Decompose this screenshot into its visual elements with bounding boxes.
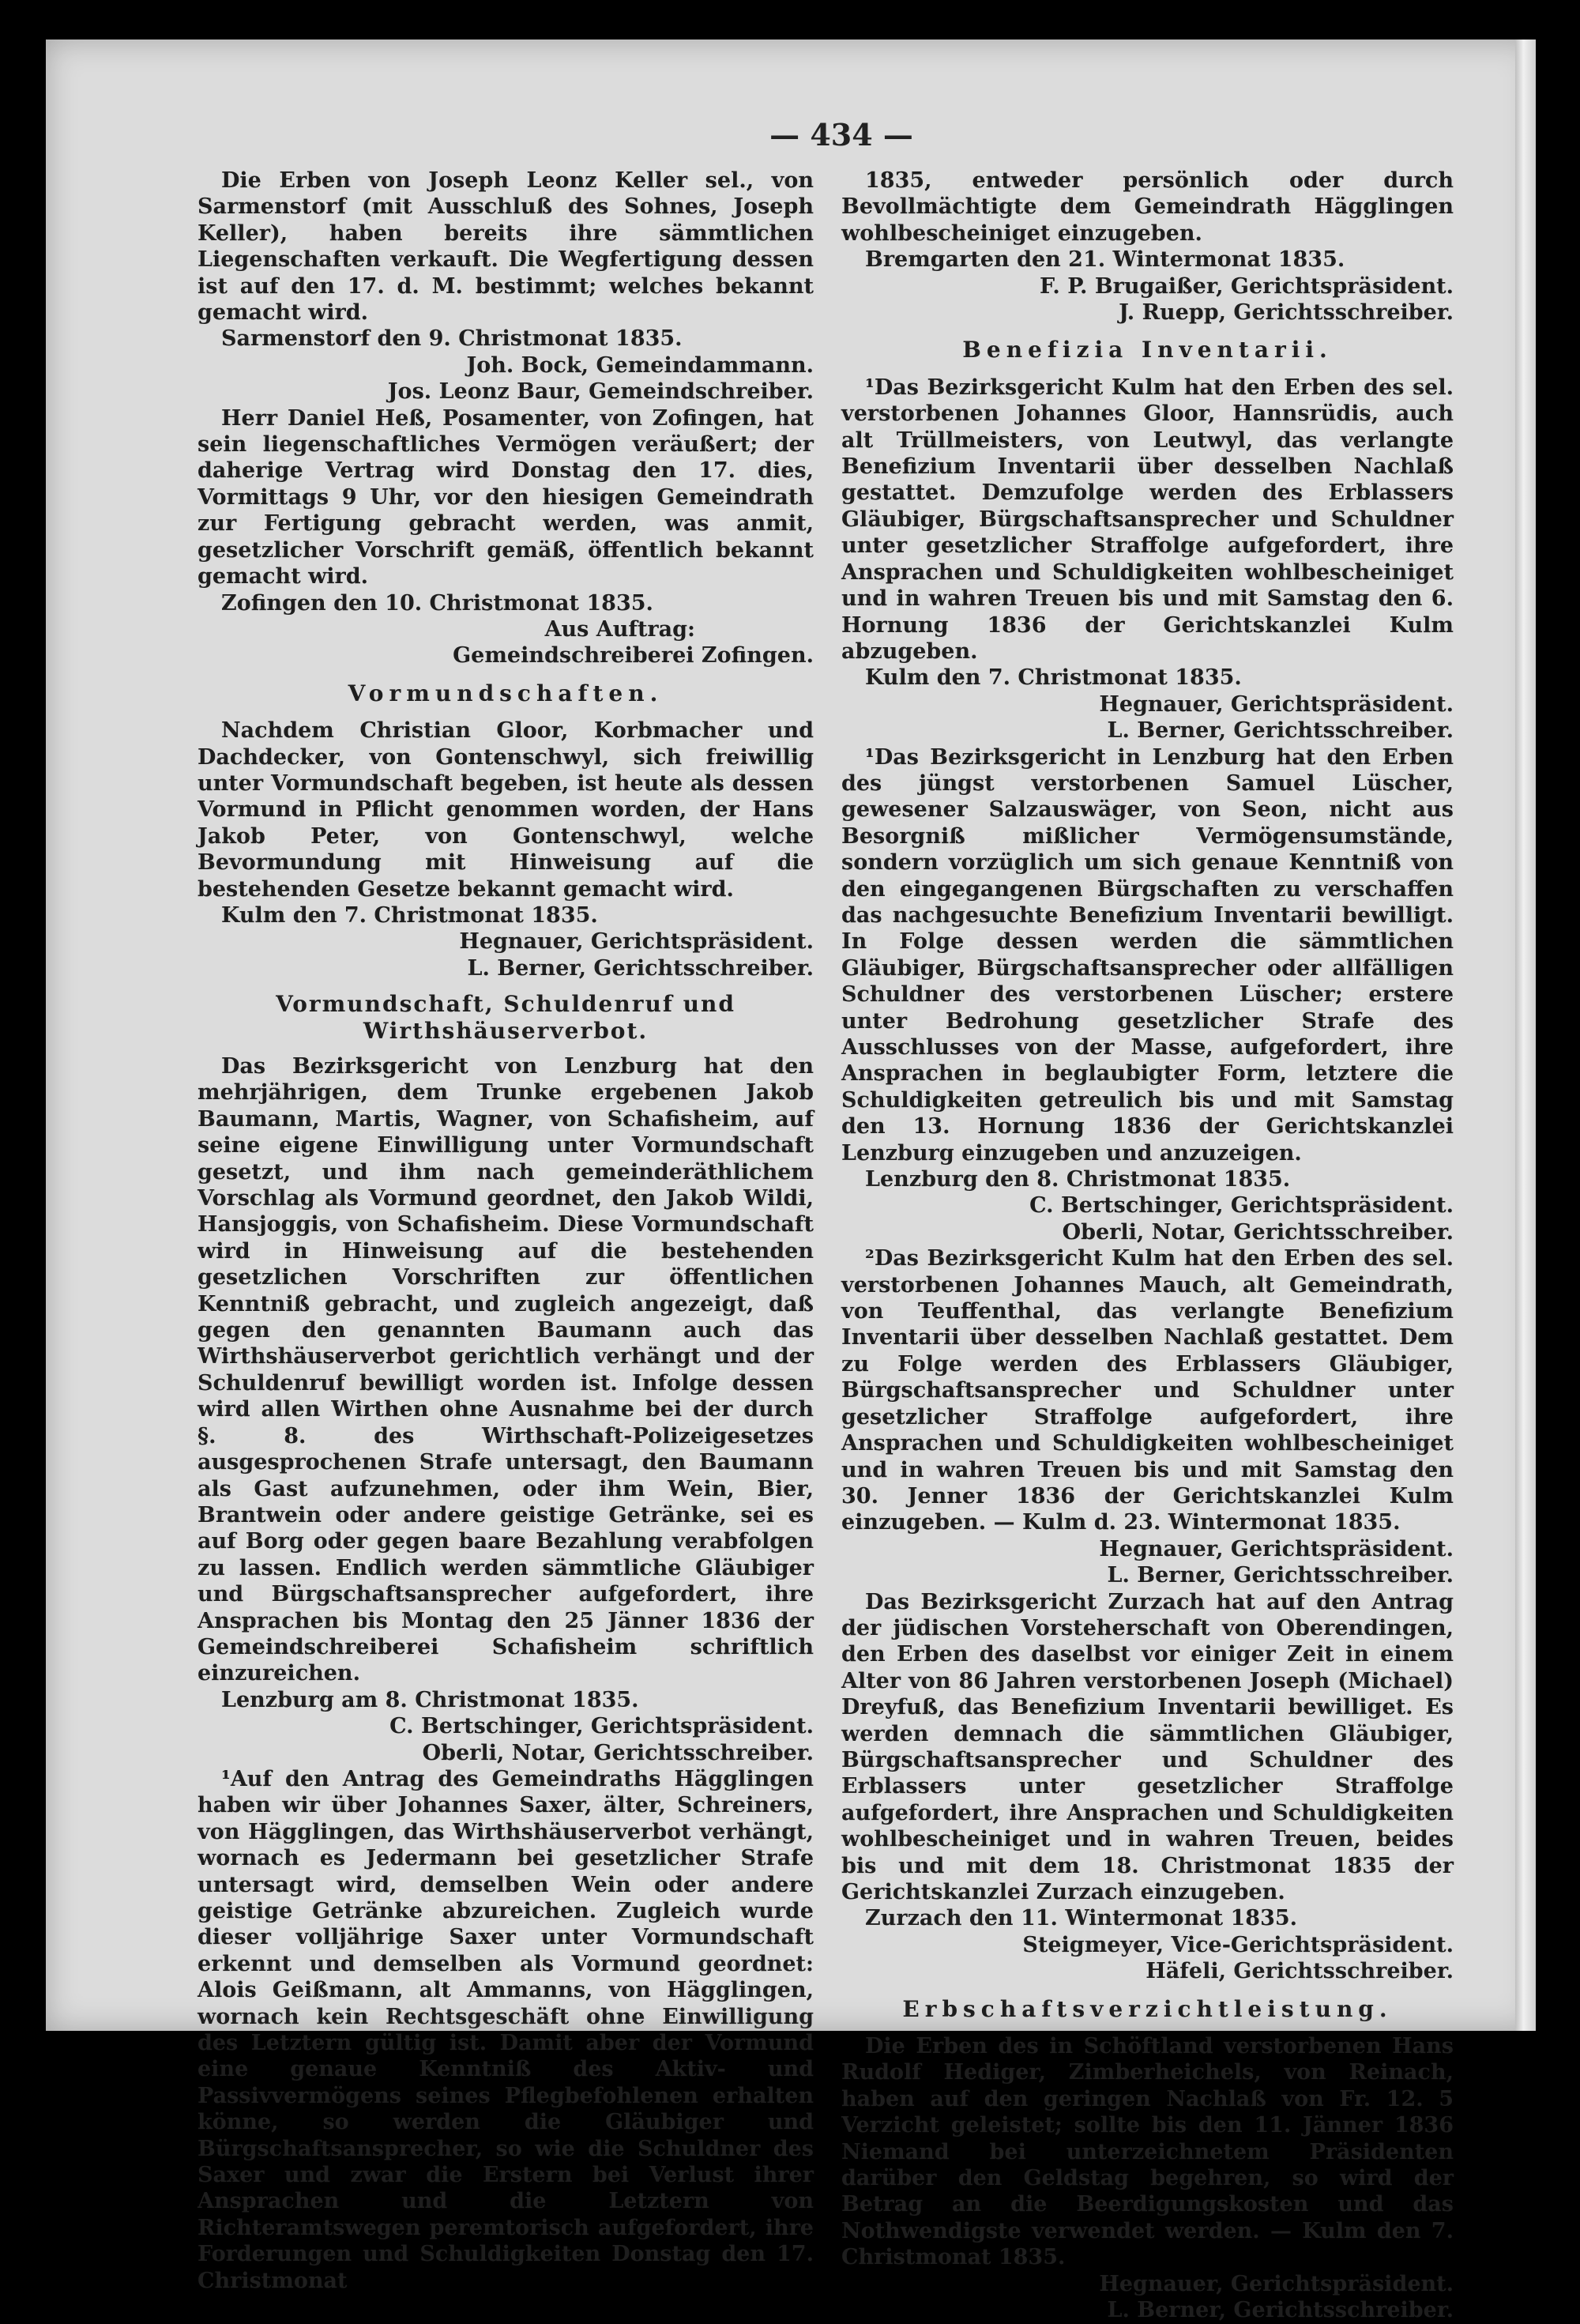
section-heading-vormundschaften: Vormundschaften. [348, 680, 664, 706]
notice-keller-signature-2: Jos. Leonz Baur, Gemeindschreiber. [387, 379, 814, 405]
left-column [198, 168, 814, 2294]
notice-luescher-place: Lenzburg den 8. Christmonat 1835. [865, 1167, 1291, 1192]
notice-saxer-signature-1: F. P. Brugaißer, Gerichtspräsident. [1039, 273, 1454, 299]
notice-hess-text: Herr Daniel Heß, Posamenter, von Zofingen, hat sein liegenschaftliches Vermögen veräußert; der daherige Vertrag wird Donstag den 17. dies, Vormittags 9 Uhr, vor den hiesigen Gemeindrath zur Fertigung gebracht werden, was anmit, gesetzlicher Vorschrift gemäß, öffentlich bekannt gemacht wird. [198, 405, 814, 589]
notice-hess-signature-2: Gemeindschreiberei Zofingen. [453, 643, 814, 669]
notice-gloor-signature-2: L. Berner, Gerichtsschreiber. [467, 955, 814, 981]
notice-keller-text: Die Erben von Joseph Leonz Keller sel., von Sarmenstorf (mit Ausschluß des Sohnes, Joseph Keller), haben bereits ihre sämmtlichen Liegenschaften verkauft. Die Wegfertigung dessen ist auf den 17. d. M. bestimmt; welches bekannt gemacht wird. [198, 168, 814, 326]
notice-mauch-text: ²Das Bezirksgericht Kulm hat den Erben des sel. verstorbenen Johannes Mauch, alt Gemeindrath, von Teuffenthal, das verlangte Benefizium Inventarii über desselben Nachlaß gestattet. Dem zu Folge werden des Erblassers Gläubiger, Bürgschaftsansprecher und Schuldner unter gesetzlicher Straffolge aufgefordert, ihre Ansprachen und Schuldigkeiten wohlbescheiniget und in wahren Treuen bis und mit Samstag den 30. Jenner 1836 der Gerichtskanzlei Kulm einzugeben. — Kulm d. 23. Wintermonat 1835. [841, 1246, 1454, 1535]
notice-mauch-signature-1: Hegnauer, Gerichtspräsident. [1099, 1536, 1454, 1561]
section-heading-schuldenruf: Vormundschaft, Schuldenruf und Wirthshäuserverbot. [276, 991, 735, 1044]
notice-baumann-signature-2: Oberli, Notar, Gerichtsschreiber. [422, 1740, 814, 1765]
page-number: — 434 — [769, 117, 913, 153]
notice-gloor-benefiz-signature-1: Hegnauer, Gerichtspräsident. [1099, 691, 1454, 717]
section-heading-benefizia: Benefizia Inventarii. [962, 337, 1333, 363]
notice-saxer-continuation: 1835, entweder persönlich oder durch Bevollmächtigte dem Gemeindrath Hägglingen wohlbescheiniget einzugeben. [841, 168, 1454, 246]
notice-hediger-signature-2: L. Berner, Gerichtsschreiber. [1107, 2298, 1454, 2323]
notice-luescher-text: ¹Das Bezirksgericht in Lenzburg hat den Erben des jüngst verstorbenen Samuel Lüscher, gewesener Salzauswäger, von Seon, nicht aus Besorgniß mißlicher Vermögensumstände, sondern vorzüglich um sich genaue Kenntniß von den eingegangenen Bürgschaften zu verschaffen das nachgesuchte Benefizium Inventarii bewilligt. In Folge dessen werden die sämmtlichen Gläubiger, Bürgschaftsansprecher oder allfälligen Schuldner des verstorbenen Lüscher; erstere unter Bedrohung gesetzlicher Strafe des Ausschlusses von der Masse, aufgefordert, ihre Ansprachen in beglaubigter Form, letztere die Schuldigkeiten getreulich bis und mit Samstag den 13. Hornung 1836 der Gerichtskanzlei Lenzburg einzugeben und anzuzeigen. [841, 744, 1454, 1166]
notice-saxer-place: Bremgarten den 21. Wintermonat 1835. [865, 247, 1345, 273]
notice-saxer-text: ¹Auf den Antrag des Gemeindraths Hägglingen haben wir über Johannes Saxer, älter, Schreiners, von Hägglingen, das Wirthshäuserverbot verhängt, wornach es Jedermann bei gesetzlicher Strafe untersagt wird, demselben Wein oder andere geistige Getränke abzureichen. Zugleich wurde dieser volljährige Saxer unter Vormundschaft erkennt und demselben als Vormund geordnet: Alois Geißmann, alt Ammanns, von Hägglingen, wornach kein Rechtsgeschäft ohne Einwilligung des Letztern gültig ist. Damit aber der Vormund eine genaue Kenntniß des Aktiv- und Passivvermögens seines Pflegbefohlenen erhalten könne, so werden die Gläubiger und Bürgschaftsansprecher, so wie die Schuldner des Saxer und zwar die Erstern bei Verlust ihrer Ansprachen und die Letztern von Richteramtswegen peremtorisch aufgefordert, ihre Forderungen und Schuldigkeiten Donstag den 17. Christmonat [198, 1766, 814, 2293]
notice-gloor-place: Kulm den 7. Christmonat 1835. [221, 902, 598, 928]
notice-gloor-text: Nachdem Christian Gloor, Korbmacher und Dachdecker, von Gontenschwyl, sich freiwillig unter Vormundschaft begeben, ist heute als dessen Vormund in Pflicht genommen worden, der Hans Jakob Peter, von Gontenschwyl, welche Bevormundung mit Hinweisung auf die bestehenden Gesetze bekannt gemacht wird. [198, 718, 814, 902]
notice-keller-signature-1: Joh. Bock, Gemeindammann. [466, 352, 814, 378]
notice-baumann-text: Das Bezirksgericht von Lenzburg hat den mehrjährigen, dem Trunke ergebenen Jakob Baumann, Martis, Wagner, von Schafisheim, auf seine eigene Einwilligung unter Vormundschaft gesetzt, und ihm nach gemeinderäthlichem Vorschlag als Vormund geordnet, den Jakob Wildi, Hansjoggis, von Schafisheim. Diese Vormundschaft wird in Hinweisung auf die bestehenden gesetzlichen Vorschriften zur öffentlichen Kenntniß gebracht, und zugleich angezeigt, daß gegen den genannten Baumann auch das Wirthshäuserverbot gerichtlich verhängt und der Schuldenruf bewilligt worden ist. Infolge dessen wird allen Wirthen ohne Ausnahme bei der durch §. 8. des Wirthschaft-Polizeigesetzes ausgesprochenen Strafe untersagt, den Baumann als Gast aufzunehmen, oder ihm Wein, Bier, Brantwein oder andere geistige Getränke, sei es auf Borg oder gegen baare Bezahlung verabfolgen zu lassen. Endlich werden sämmtliche Gläubiger und Bürgschaftsansprecher aufgefordert, ihre Ansprachen bis Montag den 25 Jänner 1836 der Gemeindschreiberei Schafisheim schriftlich einzureichen. [198, 1054, 814, 1686]
notice-gloor-signature-1: Hegnauer, Gerichtspräsident. [459, 929, 814, 955]
notice-hediger-signature-1: Hegnauer, Gerichtspräsident. [1099, 2271, 1454, 2296]
notice-gloor-benefiz-signature-2: L. Berner, Gerichtsschreiber. [1107, 718, 1454, 744]
notice-keller-place: Sarmenstorf den 9. Christmonat 1835. [221, 326, 683, 352]
notice-gloor-benefiz-place: Kulm den 7. Christmonat 1835. [865, 665, 1242, 691]
notice-luescher-signature-1: C. Bertschinger, Gerichtspräsident. [1029, 1193, 1454, 1218]
notice-mauch-signature-2: L. Berner, Gerichtsschreiber. [1107, 1563, 1454, 1588]
notice-dreyfuss-signature-1: Steigmeyer, Vice-Gerichtspräsident. [1022, 1932, 1454, 1957]
notice-gloor-benefiz-text: ¹Das Bezirksgericht Kulm hat den Erben des sel. verstorbenen Johannes Gloor, Hannsrüdis, auch alt Trüllmeisters, von Leutwyl, das verlangte Benefizium Inventarii über desselben Nachlaß gestattet. Demzufolge werden des Erblassers Gläubiger, Bürgschaftsansprecher und Schuldner unter gesetzlicher Straffolge aufgefordert, ihre Ansprachen und Schuldigkeiten wohlbescheiniget und in wahren Treuen bis und mit Samstag den 6. Hornung 1836 der Gerichtskanzlei Kulm abzugeben. [841, 375, 1454, 664]
notice-luescher-signature-2: Oberli, Notar, Gerichtsschreiber. [1062, 1219, 1454, 1245]
notice-hess-place: Zofingen den 10. Christmonat 1835. [221, 590, 653, 616]
notice-baumann-signature-1: C. Bertschinger, Gerichtspräsident. [389, 1714, 814, 1739]
right-column [841, 168, 1454, 2324]
notice-saxer-signature-2: J. Ruepp, Gerichtsschreiber. [1119, 300, 1454, 326]
notice-hediger-text: Die Erben des in Schöftland verstorbenen Hans Rudolf Hediger, Zimberheichels, von Reinach, haben auf den geringen Nachlaß von Fr. 12. 5 Verzicht geleistet; sollte bis den 11. Jänner 1836 Niemand bei unterzeichnetem Präsidenten darüber den Geldstag begehren, so wird der Betrag an die Beerdigungskosten und das Nothwendigste verwendet werden. — Kulm den 7. Christmonat 1835. [841, 2034, 1454, 2270]
section-heading-erbschaftsverzicht: Erbschaftsverzichtleistung. [902, 1995, 1393, 2022]
page-edge [1515, 40, 1536, 2031]
notice-hess-signature-1: Aus Auftrag: [544, 616, 695, 642]
notice-dreyfuss-place: Zurzach den 11. Wintermonat 1835. [865, 1906, 1298, 1931]
notice-dreyfuss-signature-2: Häfeli, Gerichtsschreiber. [1146, 1959, 1454, 1984]
notice-dreyfuss-text: Das Bezirksgericht Zurzach hat auf den Antrag der jüdischen Vorsteherschaft von Oberendingen, den Erben des daselbst vor einiger Zeit in einem Alter von 86 Jahren verstorbenen Joseph (Michael) Dreyfuß, das Benefizium Inventarii bewilliget. Es werden demnach die sämmtlichen Gläubiger, Bürgschaftsansprecher und Schuldner des Erblassers unter gesetzlicher Straffolge aufgefordert, ihre Ansprachen und Schuldigkeiten wohlbescheiniget und in wahren Treuen, beides bis und mit dem 18. Christmonat 1835 der Gerichtskanzlei Zurzach einzugeben. [841, 1589, 1454, 1904]
notice-baumann-place: Lenzburg am 8. Christmonat 1835. [221, 1687, 639, 1712]
